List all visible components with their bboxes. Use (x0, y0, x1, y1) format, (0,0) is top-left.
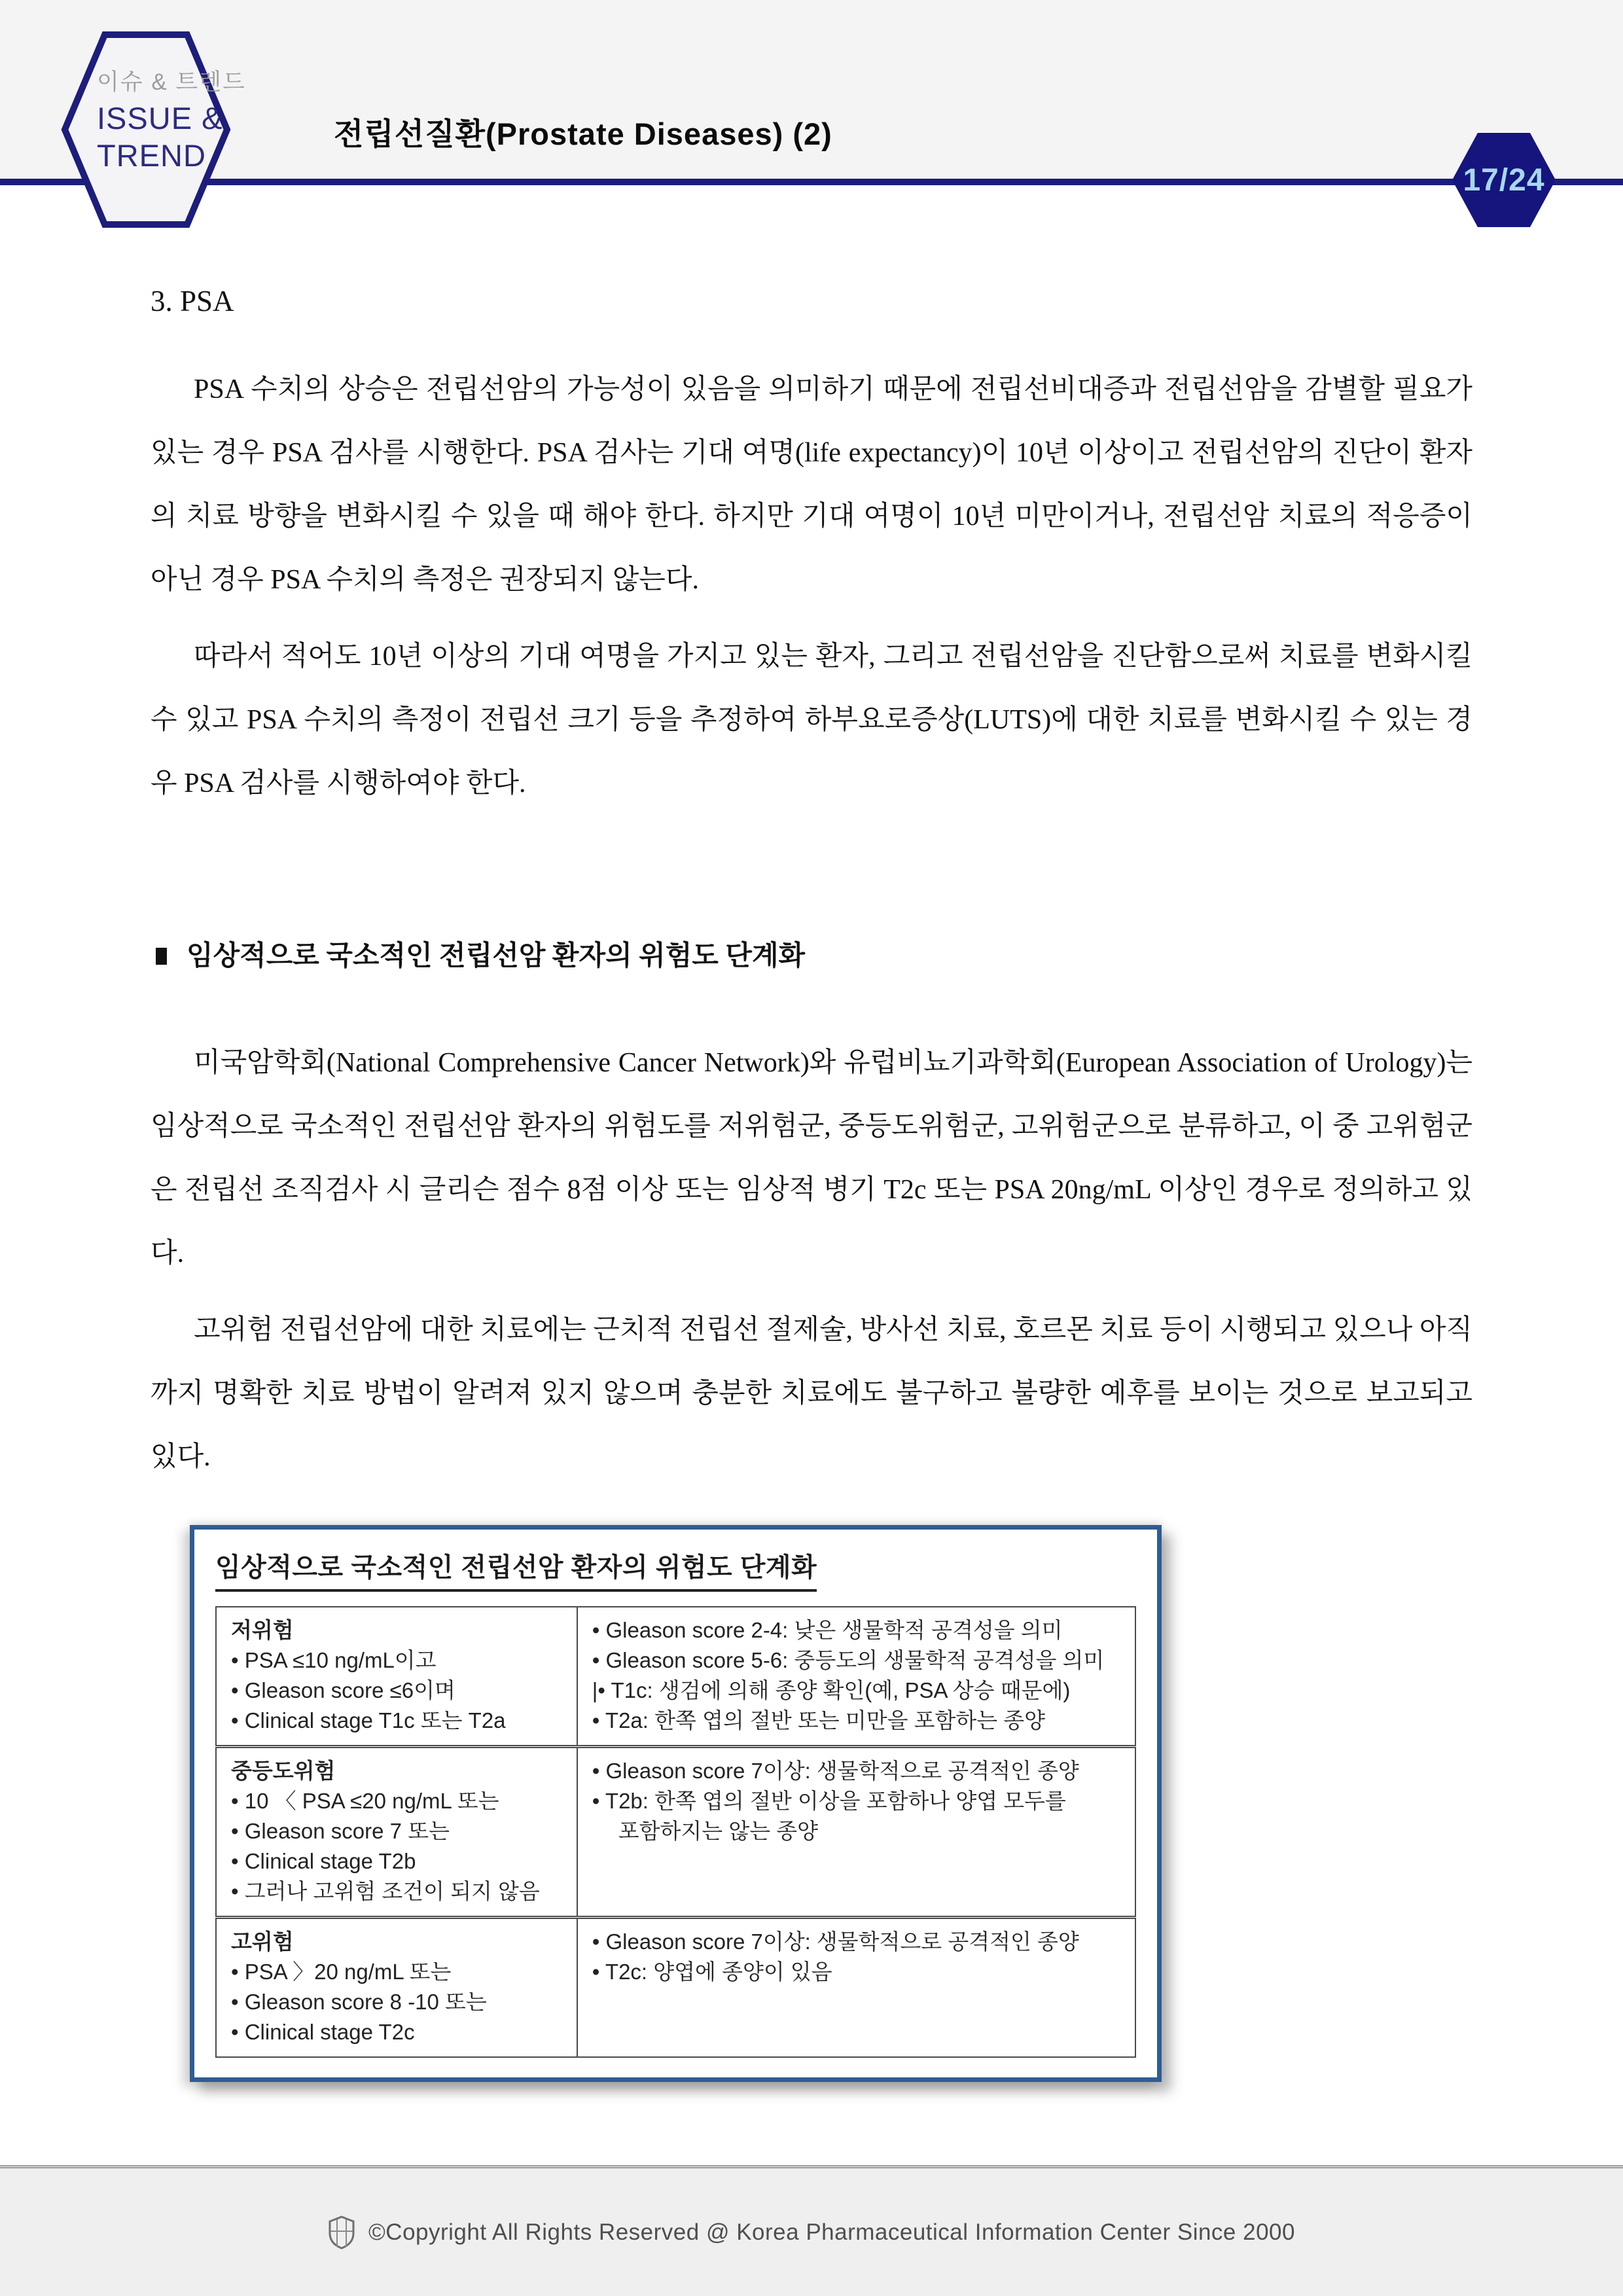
row-label-intermediate-risk: 중등도위험 (231, 1759, 336, 1784)
low-risk-notes-list (592, 1615, 1120, 1736)
subsection-heading-risk-stratification (151, 940, 1472, 973)
low-risk-criteria-list (231, 1645, 562, 1736)
list-item: • Clinical stage T2c (231, 2020, 415, 2045)
list-item: • Gleason score 5-6: 중등도의 생물학적 공격성을 의미 (592, 1648, 1105, 1673)
header-rule (0, 179, 1623, 185)
copyright-text: ©Copyright All Rights Reserved @ Korea Pharmaceutical Information Center Since 2000 (368, 2219, 1295, 2245)
paragraph-psa-2: 따라서 적어도 10년 이상의 기대 여명을 가지고 있는 환자, 그리고 전립선암을 진단함으로써 치료를 변화시킬 수 있고 PSA 수치의 측정이 전립선 크기 등을 추정하여 하부요로증상(LUTS)에 대한 치료를 변화시킬 수 있는 경우 PSA 검사를 시행하여야 한다. (151, 641, 1472, 798)
risk-table-figure (190, 1525, 1162, 2082)
intermediate-risk-notes-list (592, 1756, 1120, 1846)
high-risk-criteria-list (231, 1957, 562, 2047)
intermediate-risk-criteria-list (231, 1786, 562, 1907)
logo-korean-label: 이슈 & 트렌드 (97, 69, 246, 95)
row-label-low-risk: 저위험 (231, 1618, 294, 1643)
list-item: • Gleason score 7이상: 생물학적으로 공격적인 종양 (592, 1929, 1079, 1954)
main-content (0, 185, 1623, 2082)
subsection-heading-text: 임상적으로 국소적인 전립선암 환자의 위험도 단계화 (187, 941, 806, 971)
high-risk-notes-list (592, 1927, 1120, 1987)
kpic-shield-icon (328, 2215, 355, 2250)
list-item: |• T1c: 생검에 의해 종양 확인(예, PSA 상승 때문에) (592, 1678, 1071, 1703)
page-number: 17/24 (1463, 162, 1545, 198)
square-bullet-icon (156, 948, 167, 965)
table-row-low-risk (216, 1607, 1135, 1747)
paragraph-risk-1: 미국암학회(National Comprehensive Cancer Network)와 유럽비뇨기과학회(European Association of Urology)는 임상적으로 국소적인 전립선암 환자의 위험도를 저위험군, 중등도위험군, 고위험군으로 분류하고, 이 중 고위험군은 전립선 조직검사 시 글리슨 점수 8점 이상 또는 임상적 병기 T2c 또는 PSA 20ng/mL 이상인 경우로 정의하고 있다. (151, 1048, 1472, 1269)
page-title: 전립선질환(Prostate Diseases) (2) (334, 117, 832, 151)
list-item: • T2b: 한쪽 엽의 절반 이상을 포함하나 양엽 모두를 포함하지는 않는 종양 (592, 1789, 1066, 1844)
logo-english-label-1: ISSUE & (97, 101, 223, 135)
logo-english-label-2: TREND (97, 138, 206, 173)
list-item: • Clinical stage T1c 또는 T2a (231, 1708, 506, 1733)
row-label-high-risk: 고위험 (231, 1929, 294, 1954)
footer-band (0, 2165, 1623, 2296)
list-item: • PSA 〉20 ng/mL 또는 (231, 1960, 452, 1984)
paragraph-risk-2: 고위험 전립선암에 대한 치료에는 근치적 전립선 절제술, 방사선 치료, 호르몬 치료 등이 시행되고 있으나 아직까지 명확한 치료 방법이 알려져 있지 않으며 충분한 치료에도 불구하고 불량한 예후를 보이는 것으로 보고되고 있다. (151, 1315, 1472, 1473)
list-item: • 10 〈 PSA ≤20 ng/mL 또는 (231, 1789, 499, 1814)
list-item: • Gleason score 7 또는 (231, 1819, 450, 1844)
logo-text-block (97, 71, 246, 177)
list-item: • Gleason score 2-4: 낮은 생물학적 공격성을 의미 (592, 1618, 1063, 1643)
risk-stratification-table (215, 1606, 1136, 2058)
section-heading-psa: 3. PSA (151, 285, 234, 317)
paragraph-psa-1: PSA 수치의 상승은 전립선암의 가능성이 있음을 의미하기 때문에 전립선비대증과 전립선암을 감별할 필요가 있는 경우 PSA 검사를 시행한다. PSA 검사는 기대 여명(life expectancy)이 10년 이상이고 전립선암의 진단이 환자의 치료 방향을 변화시킬 수 있을 때 해야 한다. 하지만 기대 여명이 10년 미만이거나, 전립선암 치료의 적응증이 아닌 경우 PSA 수치의 측정은 권장되지 않는다. (151, 374, 1472, 595)
list-item: • T2a: 한쪽 엽의 절반 또는 미만을 포함하는 종양 (592, 1708, 1046, 1733)
list-item: • T2c: 양엽에 종양이 있음 (592, 1960, 832, 1984)
list-item: • PSA ≤10 ng/mL이고 (231, 1648, 437, 1673)
list-item: • Gleason score 8 -10 또는 (231, 1990, 487, 2015)
list-item: • Gleason score ≤6이며 (231, 1678, 455, 1703)
list-item: • Gleason score 7이상: 생물학적으로 공격적인 종양 (592, 1759, 1079, 1784)
risk-table-title: 임상적으로 국소적인 전립선암 환자의 위험도 단계화 (215, 1547, 817, 1592)
list-item: • 그러나 고위험 조건이 되지 않음 (231, 1879, 540, 1904)
table-row-intermediate-risk (216, 1747, 1135, 1918)
table-row-high-risk (216, 1918, 1135, 2058)
list-item: • Clinical stage T2b (231, 1849, 416, 1874)
